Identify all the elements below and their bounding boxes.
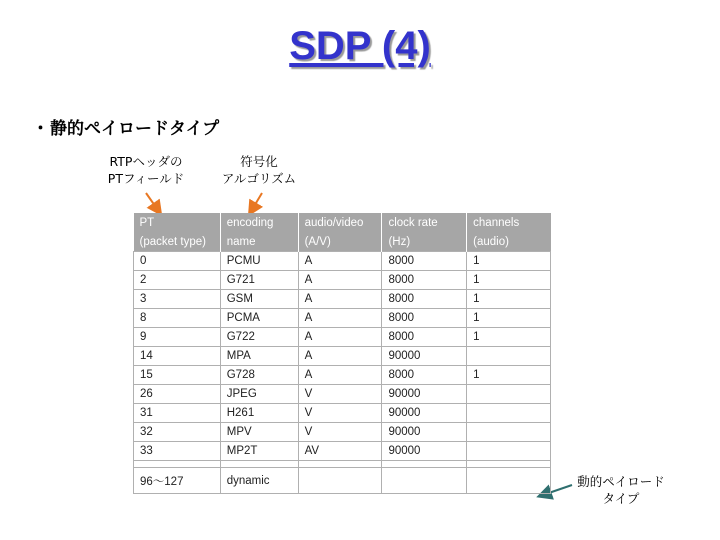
header-row <box>134 232 551 252</box>
table-cell: G728 <box>220 366 298 385</box>
header-cell: name <box>220 232 298 252</box>
table-cell: MP2T <box>220 442 298 461</box>
table-cell: 8000 <box>382 309 467 328</box>
table-cell: 90000 <box>382 423 467 442</box>
table-cell: 8000 <box>382 366 467 385</box>
annotation-line: 動的ペイロード <box>577 474 665 489</box>
annotation-line: 符号化 <box>240 154 278 169</box>
arrow-to-pt-column <box>146 193 160 213</box>
header-cell: (packet type) <box>134 232 221 252</box>
table-cell: A <box>298 271 382 290</box>
table-cell: A <box>298 347 382 366</box>
table-cell: 96～127 <box>134 468 221 494</box>
table-row <box>134 385 551 404</box>
header-cell: (audio) <box>467 232 551 252</box>
header-cell: PT <box>134 213 221 232</box>
table-cell <box>467 404 551 423</box>
header-cell: clock rate <box>382 213 467 232</box>
table-cell <box>467 347 551 366</box>
table-cell: 90000 <box>382 385 467 404</box>
table-cell: AV <box>298 442 382 461</box>
table-cell <box>467 442 551 461</box>
table-cell: 2 <box>134 271 221 290</box>
table-cell <box>467 385 551 404</box>
header-cell: channels <box>467 213 551 232</box>
table-cell: 1 <box>467 328 551 347</box>
table-cell: 90000 <box>382 347 467 366</box>
table-cell: PCMA <box>220 309 298 328</box>
table-cell: A <box>298 252 382 271</box>
table-cell: 8000 <box>382 271 467 290</box>
table-cell <box>382 468 467 494</box>
table-cell: 1 <box>467 366 551 385</box>
table-cell: 1 <box>467 252 551 271</box>
header-cell: (A/V) <box>298 232 382 252</box>
spacer-row <box>134 461 551 468</box>
table-row <box>134 468 551 494</box>
table-cell: A <box>298 290 382 309</box>
table-row <box>134 442 551 461</box>
table-cell: 1 <box>467 271 551 290</box>
dynamic-annotation <box>566 473 676 507</box>
arrow-to-encoding-column <box>250 193 262 213</box>
table-cell <box>467 468 551 494</box>
table-cell: H261 <box>220 404 298 423</box>
table-cell: 1 <box>467 290 551 309</box>
table-cell: JPEG <box>220 385 298 404</box>
table-cell: MPV <box>220 423 298 442</box>
table-cell: 31 <box>134 404 221 423</box>
table-cell: 90000 <box>382 442 467 461</box>
table-cell <box>298 468 382 494</box>
annotation-line: アルゴリズム <box>221 171 297 186</box>
bullet-heading <box>32 114 219 139</box>
table-cell: MPA <box>220 347 298 366</box>
header-cell: encoding <box>220 213 298 232</box>
table-cell: 32 <box>134 423 221 442</box>
bullet-text: 静的ペイロードタイプ <box>50 119 220 139</box>
table-cell: 33 <box>134 442 221 461</box>
table-row <box>134 366 551 385</box>
annotation-line: タイプ <box>602 491 640 506</box>
table-row <box>134 423 551 442</box>
payload-type-table <box>133 213 551 494</box>
table-cell: 3 <box>134 290 221 309</box>
table-cell: G721 <box>220 271 298 290</box>
table-cell: V <box>298 385 382 404</box>
table-cell: V <box>298 404 382 423</box>
annotation-line: PTフィールド <box>107 171 185 186</box>
table-row <box>134 328 551 347</box>
bullet-marker: ・ <box>32 119 49 139</box>
table-cell <box>467 423 551 442</box>
header-cell: (Hz) <box>382 232 467 252</box>
codec-annotation <box>214 153 304 187</box>
table-cell: 8 <box>134 309 221 328</box>
slide-title: SDP (4) <box>289 24 431 68</box>
table-row <box>134 252 551 271</box>
table-cell: 14 <box>134 347 221 366</box>
table-cell: dynamic <box>220 468 298 494</box>
table-cell: A <box>298 328 382 347</box>
table-cell: G722 <box>220 328 298 347</box>
annotation-line: RTPヘッダの <box>109 154 183 169</box>
table-cell: 9 <box>134 328 221 347</box>
table-cell: 8000 <box>382 290 467 309</box>
header-row <box>134 213 551 232</box>
table-cell: A <box>298 366 382 385</box>
table-cell: 1 <box>467 309 551 328</box>
table-cell: V <box>298 423 382 442</box>
header-cell: audio/video <box>298 213 382 232</box>
table-cell: 8000 <box>382 328 467 347</box>
table-row <box>134 404 551 423</box>
rtp-header-annotation <box>96 153 196 187</box>
table-cell: 90000 <box>382 404 467 423</box>
table-cell: 26 <box>134 385 221 404</box>
table-row <box>134 309 551 328</box>
table-cell: GSM <box>220 290 298 309</box>
table-cell: 8000 <box>382 252 467 271</box>
table-row <box>134 347 551 366</box>
table-cell: A <box>298 309 382 328</box>
table-cell: 15 <box>134 366 221 385</box>
table-cell: PCMU <box>220 252 298 271</box>
table-row <box>134 271 551 290</box>
table-row <box>134 290 551 309</box>
table-cell: 0 <box>134 252 221 271</box>
